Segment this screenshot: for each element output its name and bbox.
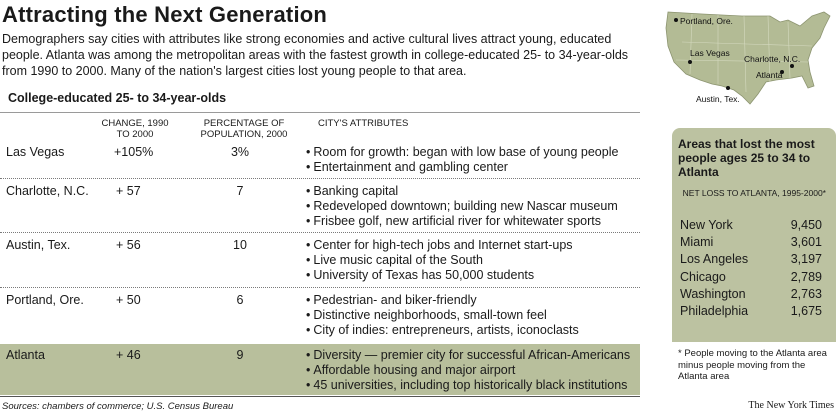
city-name: Charlotte, N.C. [6,184,89,198]
list-item [680,218,822,235]
list-item: • Affordable housing and major airport [306,363,630,378]
list-item: • Center for high-tech jobs and Internet start-ups [306,238,573,253]
list-item [680,270,822,287]
attribute-list [306,293,579,338]
list-item: • City of indies: entrepreneurs, artists, iconoclasts [306,323,579,338]
us-map [662,2,834,110]
list-item [680,235,822,252]
attribute-list [306,145,618,175]
city-name: Atlanta [6,348,45,362]
change-value: + 56 [116,238,141,252]
map-dot-las-vegas [688,60,692,64]
sidebar-value: 2,763 [790,286,822,301]
list-item: • Diversity — premier city for successful African-Americans [306,348,630,363]
table-row [0,289,640,341]
list-item: • Distinctive neighborhoods, small-town feel [306,308,579,323]
sidebar-city: Miami [680,235,714,250]
change-value: +105% [114,145,154,159]
sidebar-city: Philadelphia [680,303,749,318]
percentage-value: 6 [236,293,244,307]
list-item: • 45 universities, including top historically black institutions [306,378,630,393]
change-value: + 57 [116,184,141,198]
map-label: Austin, Tex. [696,94,740,104]
column-head-change: CHANGE, 1990 TO 2000 [101,118,169,140]
percentage-value: 3% [230,145,250,159]
list-item [680,304,822,321]
row-divider [0,178,640,179]
list-item: • Banking capital [306,184,618,199]
section-heading: College-educated 25- to 34-year-olds [8,91,227,105]
credit-line: The New York Times [748,400,834,411]
percentage-value: 10 [233,238,247,252]
source-line: Sources: chambers of commerce; U.S. Census Bureau [2,401,234,412]
list-item: • Frisbee golf, new artificial river for whitewater sports [306,214,618,229]
sidebar-value: 3,601 [790,235,822,250]
city-name: Portland, Ore. [6,293,84,307]
change-value: + 46 [116,348,141,362]
sidebar-subheading: NET LOSS TO ATLANTA, 1995-2000* [682,188,826,198]
row-divider [0,232,640,233]
sidebar-city: Washington [680,286,746,301]
map-dot-charlotte [790,64,794,68]
sidebar-panel [672,128,836,342]
row-divider [0,287,640,288]
table-top-rule [0,112,640,113]
city-name: Austin, Tex. [6,238,71,252]
city-name: Las Vegas [6,145,65,159]
table-row [0,180,640,232]
map-dot-portland [674,18,678,22]
column-head-attributes: CITY'S ATTRIBUTES [318,118,409,129]
sidebar-city: Los Angeles [680,252,749,267]
table-row [0,234,640,286]
sidebar-value: 2,789 [790,269,822,284]
column-head-percentage: PERCENTAGE OF POPULATION, 2000 [200,118,288,140]
graphic-title: Attracting the Next Generation [2,2,328,27]
sidebar-value: 9,450 [790,218,822,232]
list-item: • Room for growth: began with low base of young people [306,145,618,160]
map-dot-austin [726,86,730,90]
attribute-list [306,184,618,229]
list-item: • Redeveloped downtown; building new Nascar museum [306,199,618,214]
list-item [680,287,822,304]
sidebar-city: Chicago [680,269,726,284]
percentage-value: 9 [236,348,244,362]
sidebar-value: 3,197 [790,252,822,267]
list-item: • Live music capital of the South [306,253,573,268]
list-item: • University of Texas has 50,000 students [306,268,573,283]
attribute-list [306,238,573,283]
map-label: Las Vegas [690,48,730,58]
table-bottom-rule [0,396,640,397]
sidebar-footnote: * People moving to the Atlanta area minus people moving from the Atlanta area [678,348,827,382]
sidebar-city: New York [680,218,733,232]
list-item: • Entertainment and gambling center [306,160,618,175]
map-label: Portland, Ore. [680,16,733,26]
percentage-value: 7 [236,184,244,198]
attribute-list [306,348,630,393]
list-item: • Pedestrian- and biker-friendly [306,293,579,308]
change-value: + 50 [116,293,141,307]
sidebar-heading: Areas that lost the most people ages 25 to 34 to Atlanta [678,137,815,179]
sidebar-list [680,218,822,321]
list-item [680,252,822,269]
map-label: Atlanta [756,70,783,80]
map-label: Charlotte, N.C. [744,54,801,64]
intro-text: Demographers say cities with attributes like strong economies and active cultural lives attract young, educated people. Atlanta was among the metropolitan areas with the fastest growth in college-educated 25- to 34-year-olds from 1990 to 2000. Many of the nation's largest cities lost young people to that area. [2,32,629,78]
table-row-highlighted [0,344,640,395]
table-row [0,141,640,177]
sidebar-value: 1,675 [790,303,822,318]
